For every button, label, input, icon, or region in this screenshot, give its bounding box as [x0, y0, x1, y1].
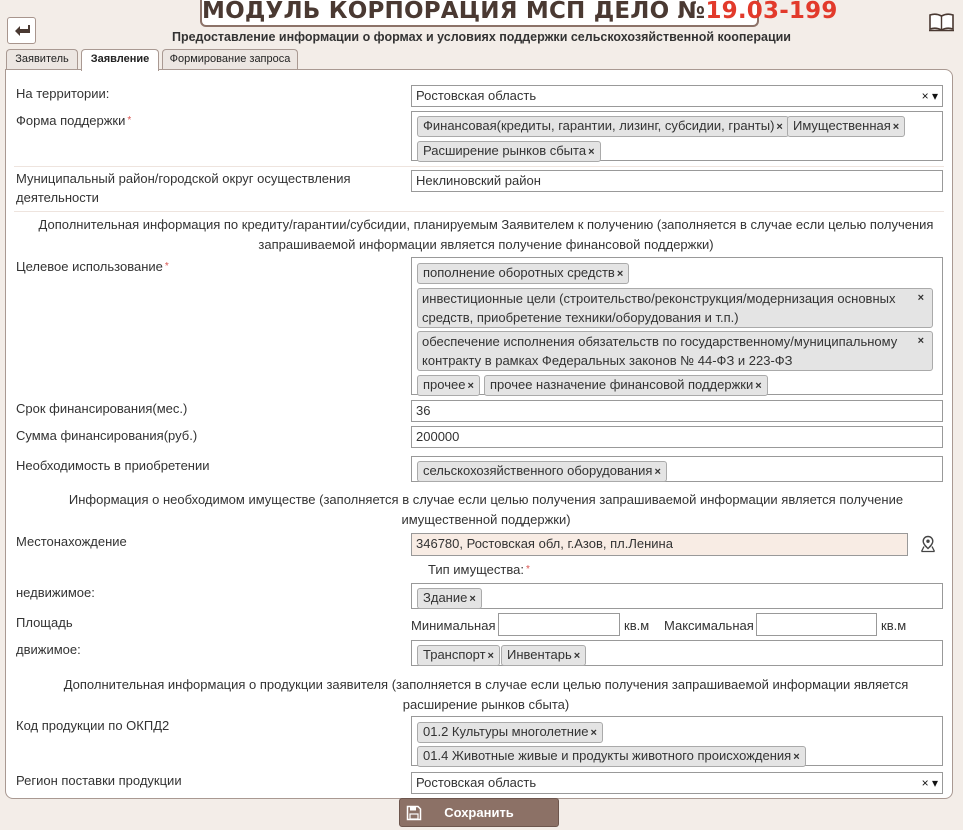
divider: [14, 211, 944, 212]
tag-remove-icon[interactable]: ×: [469, 593, 476, 605]
tag-markets: Расширение рынков сбыта ×: [417, 141, 601, 162]
territory-select[interactable]: [411, 85, 943, 107]
region-controls: [922, 773, 938, 793]
tag-remove-icon[interactable]: ×: [917, 292, 924, 304]
region-value: Ростовская область: [416, 775, 537, 790]
divider: [14, 166, 944, 167]
location-label: Местонахождение: [16, 534, 127, 549]
tag-inventory: Инвентарь ×: [501, 645, 586, 666]
support-form-label: Форма поддержки *: [16, 113, 132, 128]
movable-multiselect[interactable]: [411, 640, 943, 666]
save-button[interactable]: [399, 798, 559, 827]
tag-building: Здание ×: [417, 588, 482, 609]
tag-working-capital: пополнение оборотных средств ×: [417, 263, 629, 284]
form-panel: [5, 69, 953, 799]
tag-remove-icon[interactable]: ×: [590, 727, 597, 739]
tag-other-purpose: прочее назначение финансовой поддержки ×: [484, 375, 768, 396]
tag-property: Имущественная ×: [787, 116, 905, 137]
tag-remove-icon[interactable]: ×: [487, 650, 494, 662]
okpd-label: Код продукции по ОКПД2: [16, 718, 170, 733]
property-type-label: Тип имущества: *: [428, 562, 530, 577]
territory-value: Ростовская область: [416, 88, 537, 103]
area-min-input[interactable]: [498, 613, 620, 636]
tab-request[interactable]: Формирование запроса: [162, 49, 298, 70]
tag-remove-icon[interactable]: ×: [654, 466, 661, 478]
region-label: Регион поставки продукции: [16, 773, 182, 788]
tab-application[interactable]: Заявление: [81, 49, 159, 71]
page-subtitle: Предоставление информации о формах и условиях поддержки сельскохозяйственной кооперации: [171, 30, 791, 44]
immovable-label: недвижимое:: [16, 585, 95, 600]
tag-remove-icon[interactable]: ×: [588, 146, 595, 158]
banner-prefix: МОДУЛЬ КОРПОРАЦИЯ МСП ДЕЛО №: [202, 0, 706, 24]
location-input[interactable]: 346780, Ростовская обл, г.Азов, пл.Ленина: [411, 533, 908, 556]
term-input[interactable]: 36: [411, 400, 943, 422]
district-input[interactable]: Неклиновский район: [411, 170, 943, 192]
area-label: Площадь: [16, 615, 73, 630]
property-info-text: Информация о необходимом имуществе (заполняется в случае если целью получения запрашиваемой информации является получение имущественной поддержки): [68, 492, 904, 527]
area-max-unit: кв.м: [881, 618, 907, 633]
target-use-multiselect[interactable]: [411, 257, 943, 395]
district-label: Муниципальный район/городской округ осуществления деятельности: [16, 171, 351, 205]
target-use-label: Целевое использование *: [16, 259, 169, 274]
area-max-label: Максимальная: [664, 618, 754, 633]
tag-agri-equipment: сельскохозяйственного оборудования ×: [417, 461, 667, 482]
tab-applicant[interactable]: Заявитель: [6, 49, 78, 70]
tag-okpd-012: 01.2 Культуры многолетние ×: [417, 722, 603, 743]
immovable-multiselect[interactable]: [411, 583, 943, 609]
tag-remove-icon[interactable]: ×: [616, 268, 624, 280]
product-info-text: Дополнительная информация о продукции заявителя (заполняется в случае если целью получения запрашиваемой информации является расширение рынков сбыта): [63, 677, 909, 712]
area-min-unit: кв.м: [624, 618, 650, 633]
area-max-input[interactable]: [756, 613, 877, 636]
tag-remove-icon[interactable]: ×: [755, 380, 762, 392]
tag-remove-icon[interactable]: ×: [467, 380, 474, 392]
support-form-multiselect[interactable]: [411, 111, 943, 161]
case-number: 19.03-199: [705, 0, 838, 24]
movable-label: движимое:: [16, 642, 81, 657]
tag-other: прочее ×: [417, 375, 480, 396]
chevron-down-icon[interactable]: ▾: [931, 89, 938, 103]
tag-remove-icon[interactable]: ×: [917, 335, 924, 347]
okpd-multiselect[interactable]: [411, 716, 943, 766]
need-multiselect[interactable]: [411, 456, 943, 482]
save-button-label: Сохранить: [444, 805, 514, 820]
tag-financial: Финансовая(кредиты, гарантии, лизинг, субсидии, гранты) ×: [417, 116, 789, 137]
tag-transport: Транспорт ×: [417, 645, 500, 666]
area-min-label: Минимальная: [411, 618, 496, 633]
region-select[interactable]: [411, 772, 943, 794]
territory-label: На территории:: [16, 86, 110, 101]
tag-remove-icon[interactable]: ×: [892, 121, 900, 133]
credit-info-text: Дополнительная информация по кредиту/гарантии/субсидии, планируемым Заявителем к получению (заполняется в случае если целью получения запрашиваемой информации является получение финансовой поддержки): [38, 217, 934, 252]
floppy-disk-icon: [406, 805, 422, 821]
territory-controls: [922, 86, 938, 106]
tag-okpd-014: 01.4 Животные живые и продукты животного происхождения ×: [417, 746, 806, 767]
tag-remove-icon[interactable]: ×: [573, 650, 581, 662]
tag-remove-icon[interactable]: ×: [793, 751, 800, 763]
clear-icon[interactable]: ×: [921, 89, 929, 103]
amount-input[interactable]: 200000: [411, 426, 943, 448]
tag-remove-icon[interactable]: ×: [776, 121, 783, 133]
need-label: Необходимость в приобретении: [16, 458, 210, 473]
tag-investment: инвестиционные цели (строительство/реконструкция/модернизация основных средств, приобретение техники/оборудования и т.п.) ×: [417, 288, 933, 328]
amount-label: Сумма финансирования(руб.): [16, 428, 198, 443]
clear-icon[interactable]: ×: [921, 776, 929, 790]
book-icon[interactable]: [928, 12, 955, 32]
chevron-down-icon[interactable]: ▾: [931, 776, 938, 790]
term-label: Срок финансирования(мес.): [16, 401, 188, 416]
module-banner: [200, 0, 838, 27]
map-pin-icon[interactable]: [919, 535, 937, 553]
tag-contract: обеспечение исполнения обязательств по государственному/муниципальному контракту в рамках Федеральных законов № 44-ФЗ и 223-ФЗ ×: [417, 331, 933, 371]
